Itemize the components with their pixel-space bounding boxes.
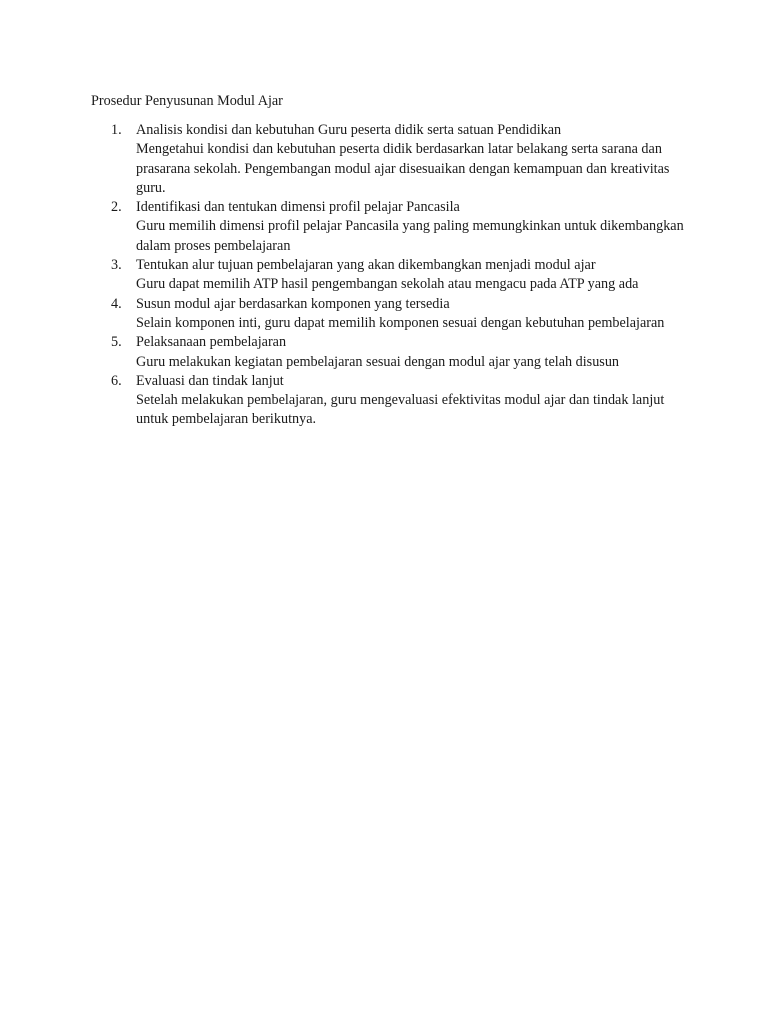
step-heading: Pelaksanaan pembelajaran bbox=[136, 334, 287, 351]
procedure-list bbox=[91, 121, 691, 430]
step-number: 3. bbox=[111, 257, 122, 274]
list-item-step-6 bbox=[91, 372, 691, 430]
step-heading: Analisis kondisi dan kebutuhan Guru peserta didik serta satuan Pendidikan bbox=[136, 122, 562, 138]
step-heading: Tentukan alur tujuan pembelajaran yang akan dikembangkan menjadi modul ajar bbox=[136, 257, 596, 274]
step-number: 1. bbox=[111, 122, 122, 138]
step-number: 6. bbox=[111, 372, 122, 389]
step-heading: Identifikasi dan tentukan dimensi profil pelajar Pancasila bbox=[136, 199, 460, 216]
step-heading: Susun modul ajar berdasarkan komponen yang tersedia bbox=[136, 295, 450, 312]
step-description: Guru memilih dimensi profil pelajar Pancasila yang paling memungkinkan untuk dikembangkan dalam proses pembelajaran bbox=[136, 218, 684, 254]
step-description: Guru melakukan kegiatan pembelajaran sesuai dengan modul ajar yang telah disusun bbox=[136, 353, 620, 370]
step-number: 4. bbox=[111, 295, 122, 312]
step-number: 2. bbox=[111, 199, 122, 216]
step-heading: Evaluasi dan tindak lanjut bbox=[136, 372, 284, 389]
page-title: Prosedur Penyusunan Modul Ajar bbox=[91, 93, 283, 109]
list-item-step-2 bbox=[91, 198, 691, 256]
step-description: Guru dapat memilih ATP hasil pengembangan sekolah atau mengacu pada ATP yang ada bbox=[136, 276, 639, 293]
list-item-step-3 bbox=[91, 256, 691, 295]
list-item-step-4 bbox=[91, 295, 691, 334]
list-item-step-5 bbox=[91, 333, 691, 372]
step-description: Setelah melakukan pembelajaran, guru mengevaluasi efektivitas modul ajar dan tindak lanjut untuk pembelajaran berikutnya. bbox=[136, 392, 665, 428]
step-description: Selain komponen inti, guru dapat memilih komponen sesuai dengan kebutuhan pembelajaran bbox=[136, 314, 665, 331]
step-number: 5. bbox=[111, 334, 122, 351]
list-item-step-1 bbox=[91, 121, 691, 198]
step-description: Mengetahui kondisi dan kebutuhan peserta didik berdasarkan latar belakang serta sarana dan prasarana sekolah. Pengembangan modul ajar disesuaikan dengan kemampuan dan kreativitas guru. bbox=[136, 141, 670, 196]
